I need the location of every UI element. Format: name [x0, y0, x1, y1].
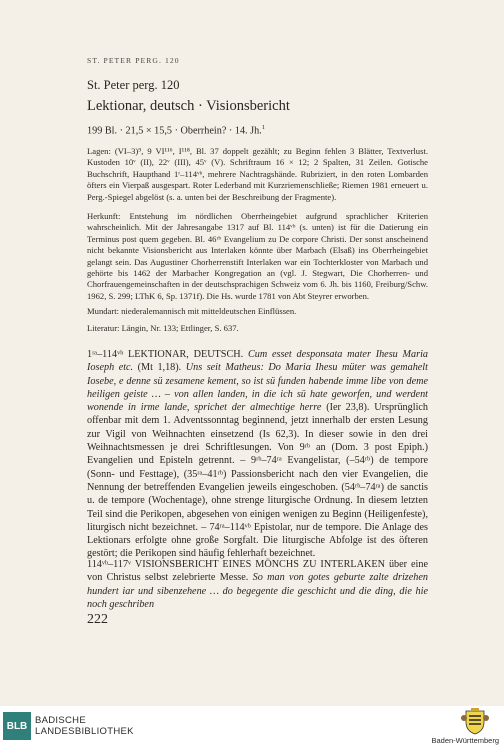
library-name[interactable] [35, 715, 134, 737]
section-visionsbericht [87, 558, 428, 611]
meta-size: 21,5 × 15,5 [125, 125, 173, 137]
footnote-mark: 1 [261, 124, 265, 131]
meta-century: 14. Jh. [234, 125, 262, 137]
state-label: Baden-Württemberg [431, 736, 499, 745]
bible-reference: (Mt 1,18). [137, 362, 182, 374]
incipit-german: So man von gotes geburte zalte drizehen hundert iar und sibenzehene … do begegente die geschicht und die ding, die hie noch geschriben [87, 572, 429, 610]
section-heading: 1ʳᵃ–114ᵛᵇ LEKTIONAR, DEUTSCH. [87, 349, 244, 360]
meta-origin: Oberrhein? [180, 125, 227, 137]
blb-logo[interactable]: BLB [3, 712, 31, 740]
incipit-latin: Cum esset desponsata mater Ihesu Maria Ioseph etc. [87, 349, 428, 374]
page-title: Lektionar, deutsch · Visionsbericht [87, 98, 290, 114]
meta-folios: 199 Bl. [87, 125, 118, 137]
lagen-paragraph: Lagen: (VI–3)⁹, 9 VI¹¹⁶, I¹¹⁸, Bl. 37 doppelt gezählt; zu Beginn fehlen 3 Blätter, Textverlust. Kustoden 10ᵛ (II), 22ᵛ (III), 45ᵛ (V). Schriftraum 16 × 12; 2 Spalten, 31 Zeilen. Gotische Buchschrift, Haupthand 1ʳ–114ᵛᵇ, mehrere Nachtragshände. Rubriziert, in den roten Lombarden öfters ein Vierpaß ausgespart. Roter Lederband mit Kurzriemenschließe; Riemen 1981 erneuert u. Perg.-Spiegel abgelöst (s. a. unten bei der Beschreibung der Fragmente). [87, 146, 428, 202]
herkunft-paragraph: Herkunft: Entstehung im nördlichen Oberrheingebiet aufgrund sprachlicher Kriterien wahrscheinlich. Mit der Jahresangabe 1317 auf Bl. 114ᵛᵇ (s. unten) ist für die Datierung ein Terminus post quem gegeben. Bl. 46ʳᵇ Evangelium zu De corpore Christi. Der sonst anscheinend nicht bekannte Visionsbericht aus Interlaken könnte über Marbach (Elsaß) ins Oberrheingebiet gelangt sein. Das Augustiner Chorherrenstift Interlaken war ein Tochterkloster von Marbach und gehörte bis 1462 der Marbacher Kongregation an (vgl. J. Stegwart, Die Chorherren- und Chorfrauengemeinschaften in der deutschsprachigen Schweiz vom 6. Jh. bis 1160, Freiburg/Schw. 1962, S. 299; LThK 6, Sp. 1371f). Die Hs. wurde 1781 von Abt Steyrer erworben. [87, 211, 428, 301]
library-name-line2: LANDESBIBLIOTHEK [35, 726, 134, 737]
library-name-line1: BADISCHE [35, 715, 86, 726]
running-head: ST. PETER PERG. 120 [87, 56, 180, 65]
incipit-german: Uns seit Matheus: Do Maria Ihesu müter was gemahelt Iosebe, e denne sü zesamene kement, so ist sü funden habende imme libe von deme heiligen geiste … – von allen landen, in die ich sü hate geworfen, und werdent wonende in irme lande, sprichet der almechtige herre [87, 362, 428, 414]
section-text: über eine von Christus selbst zelebrierte Messe. [87, 559, 428, 584]
literatur-paragraph: Literatur: Längin, Nr. 133; Ettlinger, S. 637. [87, 323, 239, 333]
section-lektionar [87, 348, 428, 561]
shelfmark: St. Peter perg. 120 [87, 78, 180, 92]
mundart-paragraph: Mundart: niederalemannisch mit mitteldeutschen Einflüssen. [87, 306, 297, 316]
codicological-meta: 199 Bl. · 21,5 × 15,5 · Oberrhein? · 14. Jh.$^1$ [87, 124, 265, 137]
coat-of-arms-icon [460, 707, 490, 735]
page-number: 222 [87, 612, 108, 627]
section-body: (Ier 23,8). Ursprünglich offenbar mit dem 1. Adventssonntag beginnend, jetzt innerhalb der ersten Lesung zur Vigil von Weihnachten einsetzend (Is 62,3). In dieser sowie in den drei Weihnachtsmessen je drei Schriftlesungen. Von 9ʳᵇ an (Dom. 3 post Epiph.) Evangelien und Episteln getrennt. – 9ʳᵇ–74ʳᵃ Evangelistar, (–54ʳᵇ) de tempore (Sonn- und Festtage), (35ʳᵃ–41ʳᵇ) Passionsbericht nach den vier Evangelien, die Nennung der betreffenden Evangelien jeweils eingeschoben. (54ʳᵇ–74ʳᵃ) de sanctis u. de tempore (Wochentage), ohne strenge liturgische Ordnung. In diesem letzten Teil sind die Perikopen, abgesehen von einigen wenigen zu Beginn (Heiligenfeste), liturgisch nicht bezeichnet. – 74ʳᵃ–114ᵛᵇ Epistolar, nur de tempore. Die Anlage des Lektionars erfolgte ohne große Sorgfalt. Die liturgische Abfolge ist des öfteren gestört; die Perikopen sind häufig fehlerhaft bezeichnet. [87, 402, 429, 560]
section-heading: 114ᵛᵇ–117ᵛ VISIONSBERICHT EINES MÖNCHS ZU INTERLAKEN [87, 559, 385, 570]
